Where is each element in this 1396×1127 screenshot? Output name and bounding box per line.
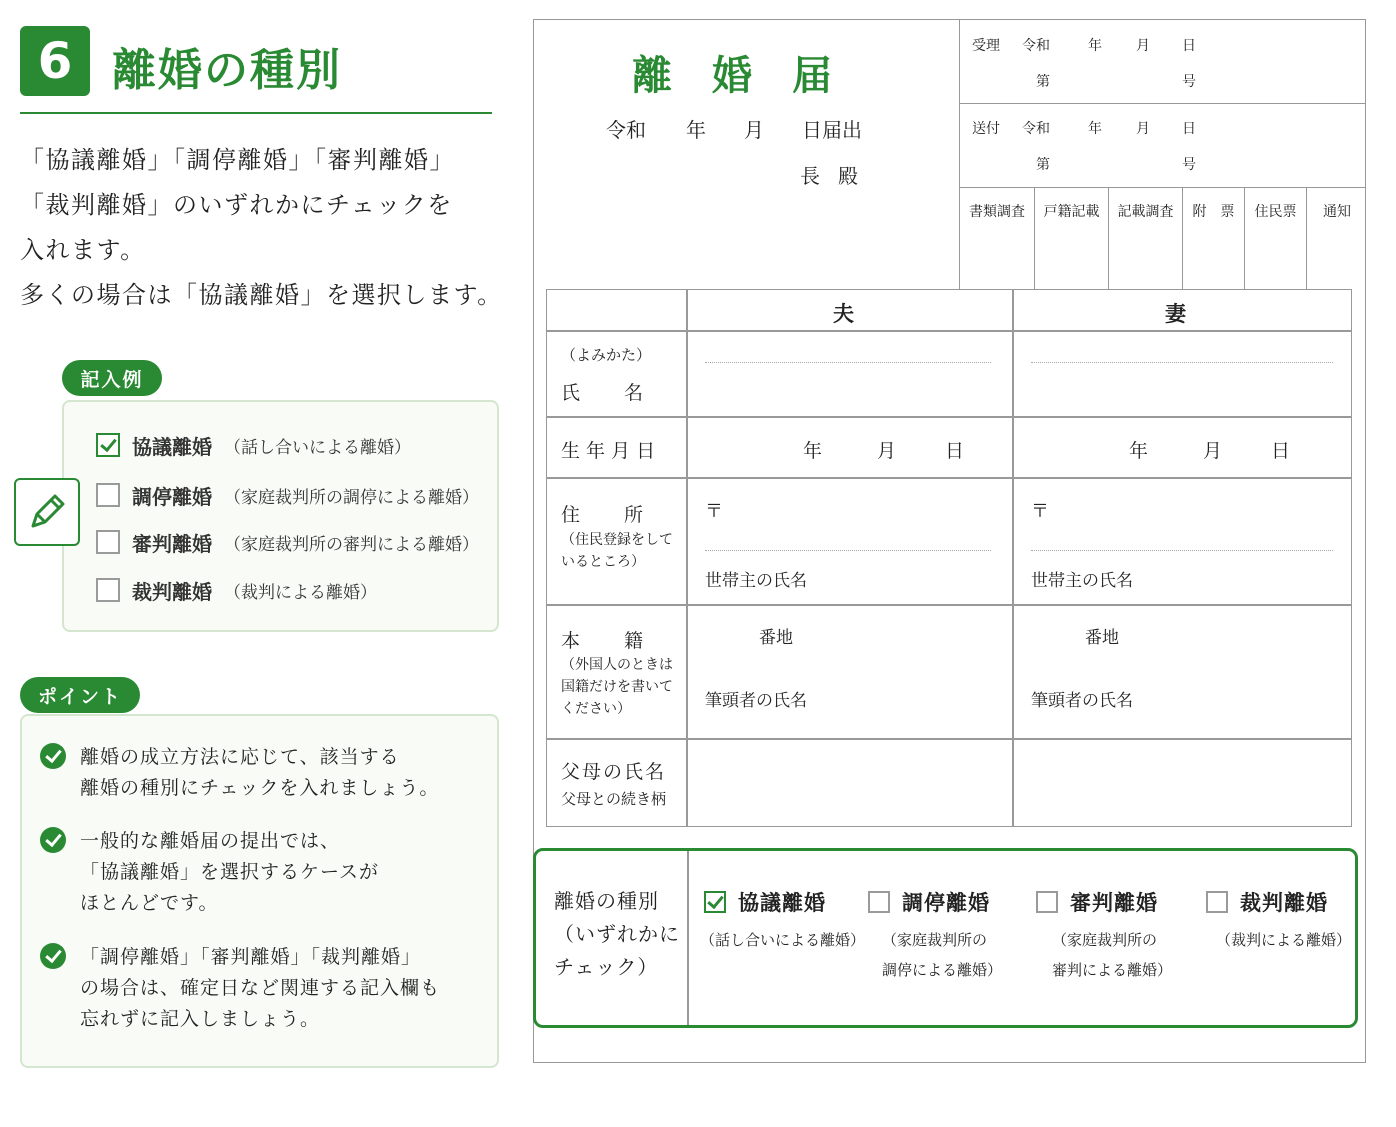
example-option-chotei bbox=[96, 480, 479, 510]
example-option-saiban bbox=[96, 575, 377, 605]
kind-option-chotei[interactable] bbox=[868, 887, 990, 917]
husband-address-line bbox=[705, 550, 991, 551]
row-divider bbox=[547, 738, 1351, 740]
kind-option-name: 調停離婚 bbox=[902, 891, 990, 915]
form-title: 離婚届 bbox=[632, 53, 872, 99]
column-divider bbox=[1012, 290, 1014, 826]
option-name: 調停離婚 bbox=[132, 484, 212, 509]
wife-birth-month: 月 bbox=[1203, 440, 1223, 462]
check-cell: 通知 bbox=[1323, 204, 1351, 220]
points-label: ポイント bbox=[20, 677, 140, 713]
wife-address-line bbox=[1031, 550, 1333, 551]
kind-option-desc bbox=[882, 925, 1002, 985]
wife-header: 妻 bbox=[1165, 302, 1186, 326]
check-circle-icon bbox=[40, 943, 66, 969]
checkbox-icon bbox=[96, 578, 120, 602]
check-cell: 戸籍記載 bbox=[1035, 187, 1109, 290]
husband-header: 夫 bbox=[833, 302, 854, 326]
point-item bbox=[40, 742, 439, 804]
wife-reading-line bbox=[1031, 362, 1333, 363]
address-note: いるところ） bbox=[561, 554, 645, 570]
kind-option-desc bbox=[1216, 925, 1351, 955]
husband-birth-month: 月 bbox=[877, 440, 897, 462]
option-name: 裁判離婚 bbox=[132, 579, 212, 604]
kind-label: チェック） bbox=[554, 955, 659, 979]
point-item bbox=[40, 942, 440, 1035]
kind-desc-line: 調停による離婚） bbox=[882, 961, 1003, 979]
received-month: 月 bbox=[1136, 38, 1150, 54]
kind-desc-line: （裁判による離婚） bbox=[1216, 931, 1352, 949]
kind-option-saiban[interactable] bbox=[1206, 887, 1328, 917]
check-circle-icon bbox=[40, 827, 66, 853]
point-line: 離婚の種別にチェックを入れましょう。 bbox=[80, 777, 440, 799]
honseki-label: 本 籍 bbox=[561, 630, 646, 652]
points-panel bbox=[20, 714, 499, 1068]
name-label: 氏 名 bbox=[561, 382, 646, 404]
checkbox-icon bbox=[96, 483, 120, 507]
received-year: 年 bbox=[1088, 38, 1102, 54]
birth-label: 生 年 月 日 bbox=[561, 440, 656, 462]
honseki-note: （外国人のときは bbox=[561, 657, 673, 673]
kind-option-name: 協議離婚 bbox=[738, 891, 826, 915]
office-received-row bbox=[960, 19, 1366, 104]
wife-banchi-label: 番地 bbox=[1085, 628, 1119, 648]
kind-option-shinpan[interactable] bbox=[1036, 887, 1158, 917]
point-line: 忘れずに記入しましょう。 bbox=[80, 1008, 321, 1030]
intro-line: 「協議離婚」「調停離婚」「審判離婚」 bbox=[20, 146, 455, 174]
date-day: 日届出 bbox=[802, 118, 862, 142]
example-option-shinpan bbox=[96, 527, 479, 557]
intro-line: 入れます。 bbox=[20, 236, 146, 264]
parents-label: 父母の氏名 bbox=[561, 761, 667, 783]
kind-desc-line: （話し合いによる離婚） bbox=[700, 931, 866, 949]
sent-day: 日 bbox=[1182, 121, 1196, 137]
wife-birth-year: 年 bbox=[1129, 440, 1149, 462]
point-line: の場合は、確定日など関連する記入欄も bbox=[80, 977, 441, 999]
checkbox-icon[interactable] bbox=[868, 891, 890, 913]
wife-householder-label: 世帯主の氏名 bbox=[1031, 571, 1133, 591]
received-era: 令和 bbox=[1022, 38, 1050, 54]
received-label: 受理 bbox=[972, 38, 1000, 54]
husband-householder-label: 世帯主の氏名 bbox=[705, 571, 807, 591]
point-line: 離婚の成立方法に応じて、該当する bbox=[80, 746, 400, 768]
check-cell: 書類調査 bbox=[960, 187, 1035, 290]
address-label: 住 所 bbox=[561, 504, 646, 526]
sent-no-prefix: 第 bbox=[1036, 157, 1050, 173]
received-day: 日 bbox=[1182, 38, 1196, 54]
kind-option-desc bbox=[1052, 925, 1172, 985]
kind-desc-line: 審判による離婚） bbox=[1052, 961, 1173, 979]
point-line: 一般的な離婚届の提出では、 bbox=[80, 830, 341, 852]
address-note: （住民登録をして bbox=[561, 532, 673, 548]
intro-line: 多くの場合は「協議離婚」を選択します。 bbox=[20, 281, 503, 309]
check-circle-icon bbox=[40, 743, 66, 769]
husband-birth-day: 日 bbox=[945, 440, 965, 462]
checkbox-icon[interactable] bbox=[1206, 891, 1228, 913]
sent-no-suffix: 号 bbox=[1182, 157, 1196, 173]
kind-option-desc bbox=[700, 925, 865, 955]
option-desc: （家庭裁判所の審判による離婚） bbox=[224, 534, 479, 555]
husband-banchi-label: 番地 bbox=[759, 628, 793, 648]
example-label: 記入例 bbox=[62, 360, 162, 396]
example-option-kyogi bbox=[96, 430, 411, 460]
option-name: 審判離婚 bbox=[132, 531, 212, 556]
received-no-suffix: 号 bbox=[1182, 74, 1196, 90]
divorce-kind-section bbox=[533, 848, 1358, 1028]
kind-option-kyogi[interactable] bbox=[704, 887, 826, 917]
honseki-note: 国籍だけを書いて bbox=[561, 679, 673, 695]
office-sent-row bbox=[960, 104, 1366, 188]
column-divider bbox=[686, 290, 688, 826]
check-cell: 住民票 bbox=[1245, 187, 1307, 290]
sent-month: 月 bbox=[1136, 121, 1150, 137]
kind-desc-line: （家庭裁判所の bbox=[1052, 931, 1158, 949]
husband-reading-line bbox=[705, 362, 991, 363]
wife-postal-mark: 〒 bbox=[1031, 501, 1049, 522]
section-title: 離婚の種別 bbox=[112, 45, 342, 96]
sent-label: 送付 bbox=[972, 121, 1000, 137]
title-divider bbox=[20, 112, 492, 114]
row-divider bbox=[547, 604, 1351, 606]
name-reading-label: （よみかた） bbox=[561, 346, 652, 364]
check-cell: 記載調査 bbox=[1109, 187, 1183, 290]
wife-birth-day: 日 bbox=[1271, 440, 1291, 462]
checkbox-icon[interactable] bbox=[1036, 891, 1058, 913]
check-cell: 附 票 bbox=[1183, 187, 1245, 290]
option-desc: （話し合いによる離婚） bbox=[224, 437, 411, 458]
date-era: 令和 bbox=[606, 118, 646, 142]
point-line: 「協議離婚」を選択するケースが bbox=[80, 861, 380, 883]
personal-info-table bbox=[546, 289, 1352, 827]
row-divider bbox=[547, 330, 1351, 332]
received-no-prefix: 第 bbox=[1036, 74, 1050, 90]
kind-divider bbox=[687, 851, 689, 1025]
kind-option-name: 裁判離婚 bbox=[1240, 891, 1328, 915]
point-line: 「調停離婚」「審判離婚」「裁判離婚」 bbox=[80, 946, 422, 968]
husband-postal-mark: 〒 bbox=[705, 501, 723, 522]
pencil-icon bbox=[14, 478, 80, 546]
kind-option-name: 審判離婚 bbox=[1070, 891, 1158, 915]
husband-birth-year: 年 bbox=[803, 440, 823, 462]
addressee-chief: 長殿 bbox=[800, 164, 876, 188]
intro-text bbox=[20, 138, 520, 318]
intro-line: 「裁判離婚」のいずれかにチェックを bbox=[20, 191, 453, 219]
parents-relation-label: 父母との続き柄 bbox=[561, 790, 667, 808]
kind-label: 離婚の種別 bbox=[554, 889, 659, 913]
kind-desc-line: （家庭裁判所の bbox=[882, 931, 988, 949]
example-panel bbox=[62, 400, 499, 632]
husband-head-label: 筆頭者の氏名 bbox=[705, 691, 807, 711]
point-line: ほとんどです。 bbox=[80, 892, 219, 914]
option-desc: （裁判による離婚） bbox=[224, 582, 377, 603]
date-month: 月 bbox=[744, 118, 764, 142]
honseki-note: ください） bbox=[561, 701, 631, 717]
wife-head-label: 筆頭者の氏名 bbox=[1031, 691, 1133, 711]
sent-era: 令和 bbox=[1022, 121, 1050, 137]
row-divider bbox=[547, 416, 1351, 418]
sent-year: 年 bbox=[1088, 121, 1102, 137]
row-divider bbox=[547, 477, 1351, 479]
checkbox-icon bbox=[96, 530, 120, 554]
checkbox-checked-icon bbox=[96, 433, 120, 457]
step-number-badge: 6 bbox=[20, 26, 90, 96]
checkbox-checked-icon[interactable] bbox=[704, 891, 726, 913]
date-year: 年 bbox=[686, 118, 706, 142]
option-name: 協議離婚 bbox=[132, 434, 212, 459]
point-item bbox=[40, 826, 379, 919]
kind-label: （いずれかに bbox=[554, 922, 680, 946]
office-use-area bbox=[959, 19, 1366, 290]
option-desc: （家庭裁判所の調停による離婚） bbox=[224, 487, 479, 508]
